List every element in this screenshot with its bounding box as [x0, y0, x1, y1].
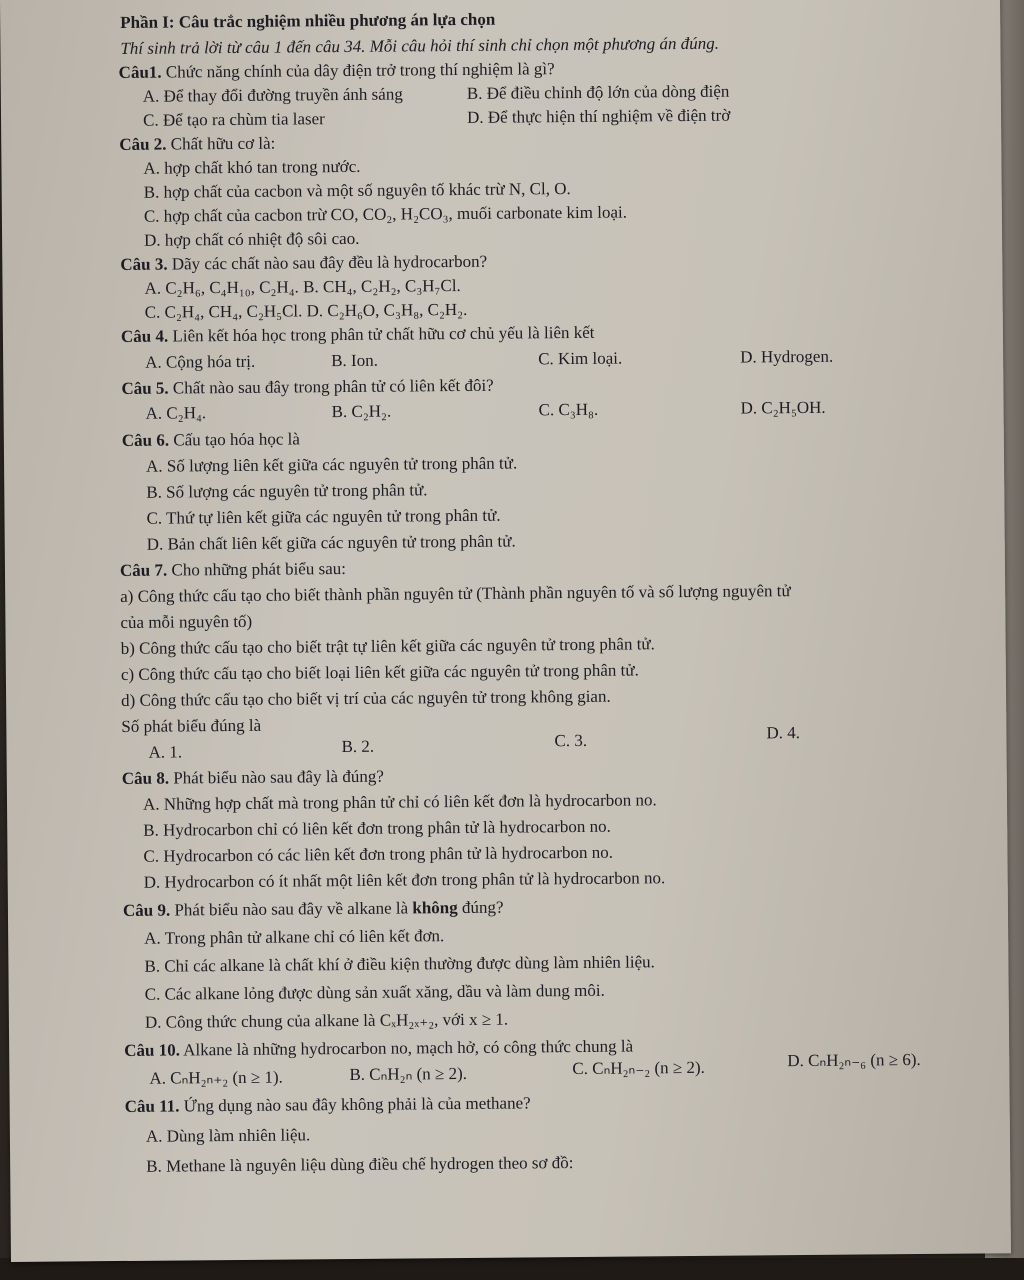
q9-option-b: B. Chỉ các alkane là chất khí ở điều kiện thường được dùng làm nhiên liệu.: [144, 952, 655, 976]
q2-option-a: A. hợp chất khó tan trong nước.: [143, 156, 361, 178]
q7-option-c: C. 3.: [554, 730, 588, 751]
q7-option-d: D. 4.: [766, 723, 801, 743]
q3-options-cd: C. C₂H₄, CH₄, C₂H₅Cl. D. C₂H₆O, C₃H₈, C₂H₂.: [144, 299, 468, 322]
q6-option-d: D. Bản chất liên kết giữa các nguyên tử trong phân tử.: [146, 531, 516, 554]
q10-option-c: C. CₙH₂ₙ₋₂ (n ≥ 2).: [572, 1057, 705, 1079]
q9-option-d: D. Công thức chung của alkane là CₓH₂ₓ₊₂, với x ≥ 1.: [144, 1009, 509, 1032]
question-4: Câu 4. Liên kết hóa học trong phân tử chất hữu cơ chủ yếu là liên kết: [120, 322, 595, 346]
q1-option-d: D. Để thực hiện thí nghiệm về điện trờ: [466, 105, 731, 127]
q7-option-a: A. 1.: [148, 742, 183, 762]
q5-option-b: B. C₂H₂.: [331, 401, 392, 422]
question-3: Câu 3. Dãy các chất nào sau đây đều là hydrocarbon?: [120, 251, 488, 274]
question-7: Câu 7. Cho những phát biểu sau:: [119, 559, 347, 580]
question-11: Câu 11. Ứng dụng nào sau đây không phải là của methane?: [124, 1093, 531, 1116]
q4-option-c: C. Kim loại.: [538, 348, 623, 369]
q10-option-d: D. CₙH₂ₙ₋₆ (n ≥ 6).: [787, 1050, 921, 1071]
q6-option-c: C. Thứ tự liên kết giữa các nguyên tử trong phân tử.: [146, 505, 501, 528]
question-5: Câu 5. Chất nào sau đây trong phân tử có liên kết đôi?: [121, 375, 494, 398]
q3-options-ab: A. C₂H₆, C₄H₁₀, C₂H₄. B. CH₄, C₂H₂, C₃H₇Cl.: [144, 275, 461, 298]
section-title: Phần I: Câu trắc nghiệm nhiều phương án lựa chọn: [120, 9, 496, 32]
desk-bottom: [0, 1258, 1024, 1280]
q4-option-d: D. Hydrogen.: [740, 346, 834, 367]
q7-statement-c: c) Công thức cấu tạo cho biết loại liên kết giữa các nguyên tử trong phân tử.: [120, 660, 639, 684]
q1-option-b: B. Để điều chỉnh độ lớn của dòng điện: [466, 81, 730, 103]
q5-option-c: C. C₃H₈.: [538, 399, 599, 420]
q4-option-b: B. Ion.: [331, 350, 378, 371]
question-9: Câu 9. Phát biểu nào sau đây về alkane là không đúng?: [122, 897, 504, 920]
q5-option-a: A. C₂H₄.: [145, 403, 207, 423]
q10-option-a: A. CₙH₂ₙ₊₂ (n ≥ 1).: [149, 1067, 283, 1088]
q7-option-b: B. 2.: [341, 736, 375, 757]
q6-option-b: B. Số lượng các nguyên tử trong phân tử.: [146, 480, 428, 502]
q7-statement-a: a) Công thức cấu tạo cho biết thành phần nguyên tử (Thành phần nguyên tố và số lượng nguyên tử: [120, 581, 791, 606]
q7-statement-a-cont: của mỗi nguyên tố): [120, 611, 253, 632]
q8-option-a: A. Những hợp chất mà trong phân tử chỉ có liên kết đơn là hydrocarbon no.: [142, 790, 657, 814]
q11-option-b: B. Methane là nguyên liệu dùng điều chế hydrogen theo sơ đồ:: [146, 1153, 574, 1176]
q2-option-b: B. hợp chất của cacbon và một số nguyên tố khác trừ N, Cl, O.: [143, 179, 571, 202]
question-2: Câu 2. Chất hữu cơ là:: [119, 133, 276, 154]
q8-option-d: D. Hydrocarbon có ít nhất một liên kết đơn trong phân tử là hydrocarbon no.: [143, 868, 666, 892]
section-instruction: Thí sinh trả lời từ câu 1 đến câu 34. Mỗi câu hỏi thí sinh chỉ chọn một phương án đúng.: [120, 33, 720, 58]
q1-option-c: C. Để tạo ra chùm tia laser: [142, 109, 325, 130]
q9-option-a: A. Trong phân tử alkane chỉ có liên kết đơn.: [144, 926, 445, 948]
q10-option-b: B. CₙH₂ₙ (n ≥ 2).: [349, 1063, 468, 1084]
q11-option-a: A. Dùng làm nhiên liệu.: [145, 1125, 311, 1146]
q2-option-d: D. hợp chất có nhiệt độ sôi cao.: [144, 228, 360, 250]
question-1: Câu1. Chức năng chính của dây điện trở trong thí nghiệm là gì?: [118, 59, 555, 82]
q8-option-b: B. Hydrocarbon chỉ có liên kết đơn trong phân tử là hydrocarbon no.: [143, 816, 611, 840]
q8-option-c: C. Hydrocarbon có các liên kết đơn trong phân tử là hydrocarbon no.: [143, 842, 614, 866]
q4-option-a: A. Cộng hóa trị.: [145, 351, 256, 372]
q2-option-c: C. hợp chất của cacbon trừ CO, CO₂, H₂CO₃, muối carbonate kim loại.: [143, 202, 628, 226]
q7-statement-d: d) Công thức cấu tạo cho biết vị trí của các nguyên tử trong không gian.: [121, 686, 611, 710]
question-6: Câu 6. Cấu tạo hóa học là: [121, 429, 300, 450]
q7-ask: Số phát biểu đúng là: [121, 715, 262, 736]
question-8: Câu 8. Phát biểu nào sau đây là đúng?: [121, 766, 384, 788]
q7-statement-b: b) Công thức cấu tạo cho biết trật tự liên kết giữa các nguyên tử trong phân tử.: [120, 634, 655, 658]
q6-option-a: A. Số lượng liên kết giữa các nguyên tử trong phân tử.: [145, 453, 518, 476]
q5-option-d: D. C₂H₅OH.: [740, 397, 826, 418]
q1-option-a: A. Để thay đổi đường truyền ánh sáng: [142, 84, 403, 106]
q9-option-c: C. Các alkane lỏng được dùng sản xuất xăng, dầu và làm dung môi.: [144, 980, 605, 1004]
question-10: Câu 10. Alkane là những hydrocarbon no, mạch hở, có công thức chung là: [124, 1036, 634, 1060]
